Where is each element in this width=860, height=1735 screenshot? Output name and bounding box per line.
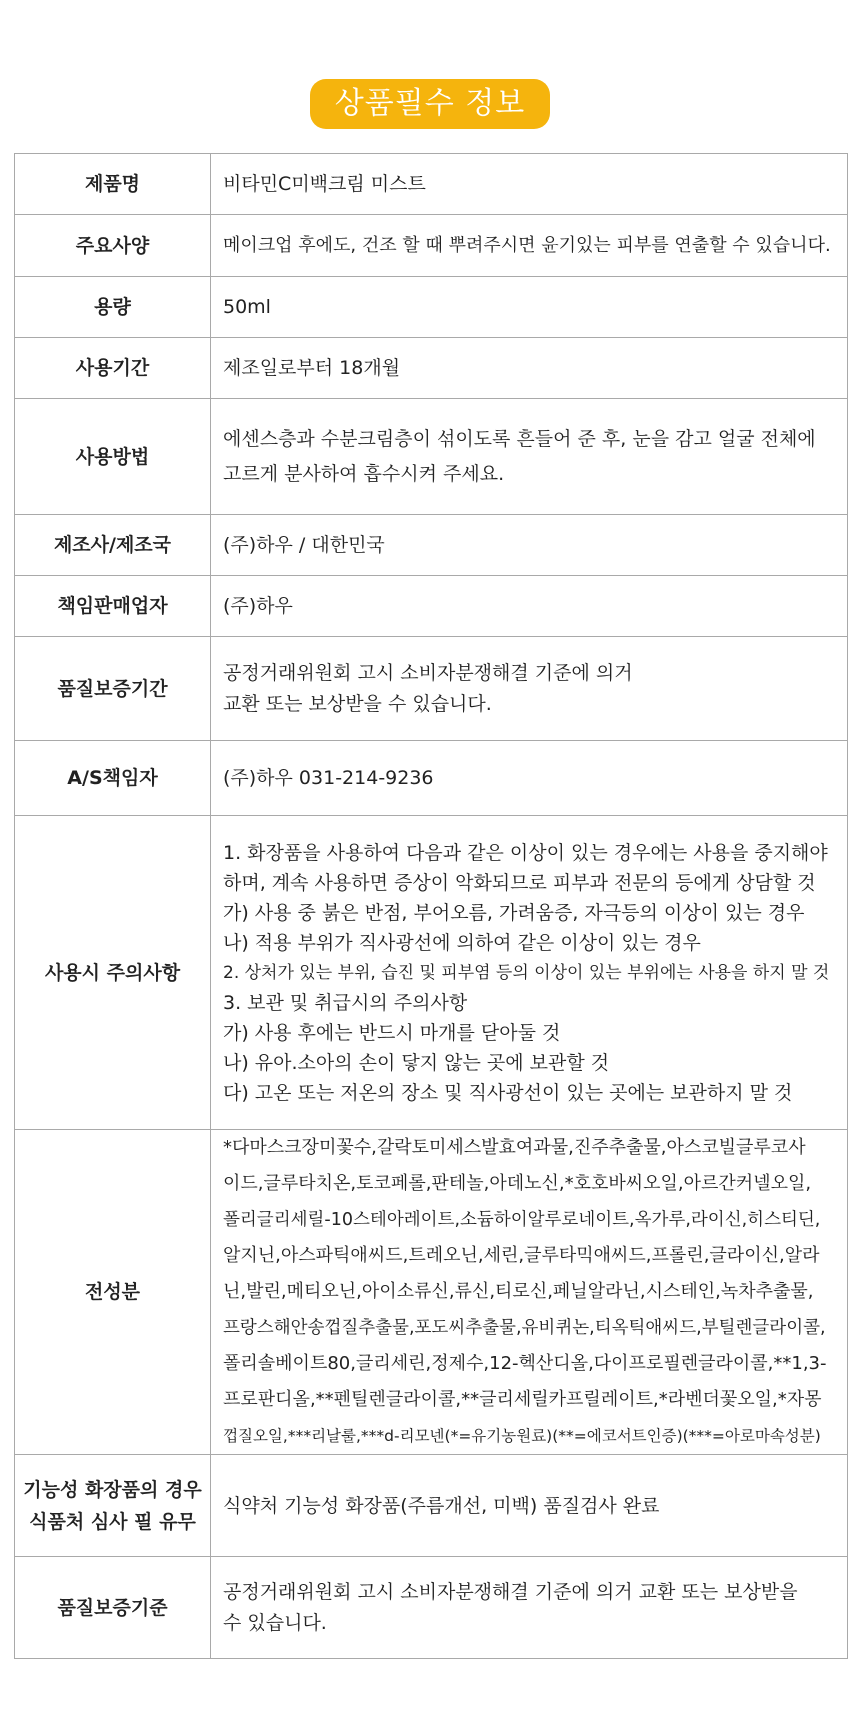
row-label: [15, 399, 211, 515]
row-label: [15, 277, 211, 338]
row-value: [211, 576, 848, 637]
row-label-line: 책임판매업자: [57, 595, 168, 617]
row-value: [211, 637, 848, 741]
table-row: [15, 215, 848, 277]
row-value-line: 수 있습니다.: [223, 1611, 327, 1634]
row-label: [15, 515, 211, 576]
table-row: [15, 576, 848, 637]
row-label-line: 품질보증기간: [57, 677, 168, 700]
row-label: [15, 1455, 211, 1557]
page-title: 상품필수 정보: [310, 79, 550, 129]
row-value-line: 하며, 계속 사용하면 증상이 악화되므로 피부과 전문의 등에게 상담할 것: [223, 871, 816, 894]
table-row: [15, 399, 848, 515]
row-value-line: 공정거래위원회 고시 소비자분쟁해결 기준에 의거: [223, 661, 633, 684]
row-label: [15, 338, 211, 399]
row-value-line: (주)하우: [223, 595, 293, 617]
row-label-line: 사용기간: [75, 357, 150, 379]
row-value-line: 교환 또는 보상받을 수 있습니다.: [223, 692, 492, 715]
row-value-line: 껍질오일,***리날룰,***d-리모넨(*=유기농원료)(**=에코서트인증)(***=아로마속성분): [223, 1427, 821, 1445]
row-value-line: 다) 고온 또는 저온의 장소 및 직사광선이 있는 곳에는 보관하지 말 것: [223, 1081, 793, 1104]
row-label: [15, 1130, 211, 1455]
row-label-line: 주요사양: [75, 234, 150, 257]
table-row: [15, 637, 848, 741]
row-value-line: (주)하우 / 대한민국: [223, 534, 385, 556]
table-row: [15, 154, 848, 215]
row-label: [15, 741, 211, 816]
row-value-line: 가) 사용 중 붉은 반점, 부어오름, 가려움증, 자극등의 이상이 있는 경우: [223, 901, 805, 924]
row-value-line: 프로판디올,**펜틸렌글라이콜,**글리세릴카프릴레이트,*라벤더꽃오일,*자몽: [223, 1389, 822, 1410]
product-info-table: [14, 153, 848, 1659]
table-row: [15, 816, 848, 1130]
row-label-line: 용량: [94, 296, 131, 318]
row-label-line: 제조사/제조국: [53, 534, 172, 556]
row-value: [211, 338, 848, 399]
row-label: [15, 1557, 211, 1659]
row-label: [15, 637, 211, 741]
row-value: [211, 515, 848, 576]
row-label-line: 사용시 주의사항: [44, 961, 181, 984]
row-value: [211, 816, 848, 1130]
row-value: [211, 1557, 848, 1659]
table-row: [15, 338, 848, 399]
row-value-line: 이드,글루타치온,토코페롤,판테놀,아데노신,*호호바씨오일,아르간커넬오일,: [223, 1173, 812, 1194]
row-value-line: 닌,발린,메티오닌,아이소류신,류신,티로신,페닐알라닌,시스테인,녹차추출물,: [223, 1281, 814, 1302]
row-value-line: 1. 화장품을 사용하여 다음과 같은 이상이 있는 경우에는 사용을 중지해야: [223, 841, 828, 864]
row-label: [15, 816, 211, 1130]
row-value-line: 나) 유아.소아의 손이 닿지 않는 곳에 보관할 것: [223, 1051, 610, 1074]
row-value-line: 식약처 기능성 화장품(주름개선, 미백) 품질검사 완료: [223, 1494, 660, 1517]
row-value: [211, 277, 848, 338]
row-value-line: 제조일로부터 18개월: [223, 357, 401, 379]
row-value: [211, 154, 848, 215]
table-row: [15, 277, 848, 338]
row-value-line: 폴리솔베이트80,글리세린,정제수,12-헥산디올,다이프로필렌글라이콜,**1,3-: [223, 1353, 827, 1374]
table-row: [15, 1130, 848, 1455]
row-value-line: *다마스크장미꽃수,갈락토미세스발효여과물,진주추출물,아스코빌글루코사: [223, 1137, 806, 1158]
table-row: [15, 515, 848, 576]
table-row: [15, 741, 848, 816]
row-value-line: 폴리글리세릴-10스테아레이트,소듐하이알루로네이트,옥가루,라이신,히스티딘,: [223, 1210, 821, 1230]
row-label-line: 사용방법: [75, 445, 150, 468]
row-value-line: 알지닌,아스파틱애씨드,트레오닌,세린,글루타믹애씨드,프롤린,글라이신,알라: [223, 1245, 820, 1266]
row-label-line: 제품명: [84, 173, 141, 195]
row-value-line: 공정거래위원회 고시 소비자분쟁해결 기준에 의거 교환 또는 보상받을: [223, 1580, 798, 1603]
row-value-line: 비타민C미백크림 미스트: [223, 173, 426, 195]
row-label-line: 기능성 화장품의 경우: [23, 1478, 202, 1501]
table-row: [15, 1455, 848, 1557]
row-label-line: 품질보증기준: [57, 1596, 168, 1619]
row-value-line: 고르게 분사하여 흡수시켜 주세요.: [223, 462, 505, 485]
row-value-line: 메이크업 후에도, 건조 할 때 뿌려주시면 윤기있는 피부를 연출할 수 있습니다.: [223, 234, 831, 256]
title-wrap: [0, 79, 860, 129]
row-value-line: 나) 적용 부위가 직사광선에 의하여 같은 이상이 있는 경우: [223, 931, 701, 954]
row-label-line: A/S책임자: [67, 767, 158, 789]
row-label: [15, 576, 211, 637]
row-value-line: 프랑스해안송껍질추출물,포도씨추출물,유비퀴논,티옥틱애씨드,부틸렌글라이콜,: [223, 1318, 826, 1338]
row-value-line: 50ml: [223, 296, 271, 318]
row-value: [211, 1130, 848, 1455]
row-value-line: 에센스층과 수분크림층이 섞이도록 흔들어 준 후, 눈을 감고 얼굴 전체에: [223, 427, 816, 450]
row-value: [211, 215, 848, 277]
row-value: [211, 399, 848, 515]
row-label: [15, 215, 211, 277]
row-value: [211, 741, 848, 816]
row-label: [15, 154, 211, 215]
row-value: [211, 1455, 848, 1557]
row-value-line: 2. 상처가 있는 부위, 습진 및 피부염 등의 이상이 있는 부위에는 사용을 하지 말 것: [223, 962, 830, 983]
row-label-line: 식품처 심사 필 유무: [29, 1510, 196, 1533]
row-value-line: 가) 사용 후에는 반드시 마개를 닫아둘 것: [223, 1021, 561, 1044]
table-row: [15, 1557, 848, 1659]
row-label-line: 전성분: [84, 1281, 141, 1303]
row-value-line: 3. 보관 및 취급시의 주의사항: [223, 991, 468, 1014]
row-value-line: (주)하우 031-214-9236: [223, 767, 434, 789]
